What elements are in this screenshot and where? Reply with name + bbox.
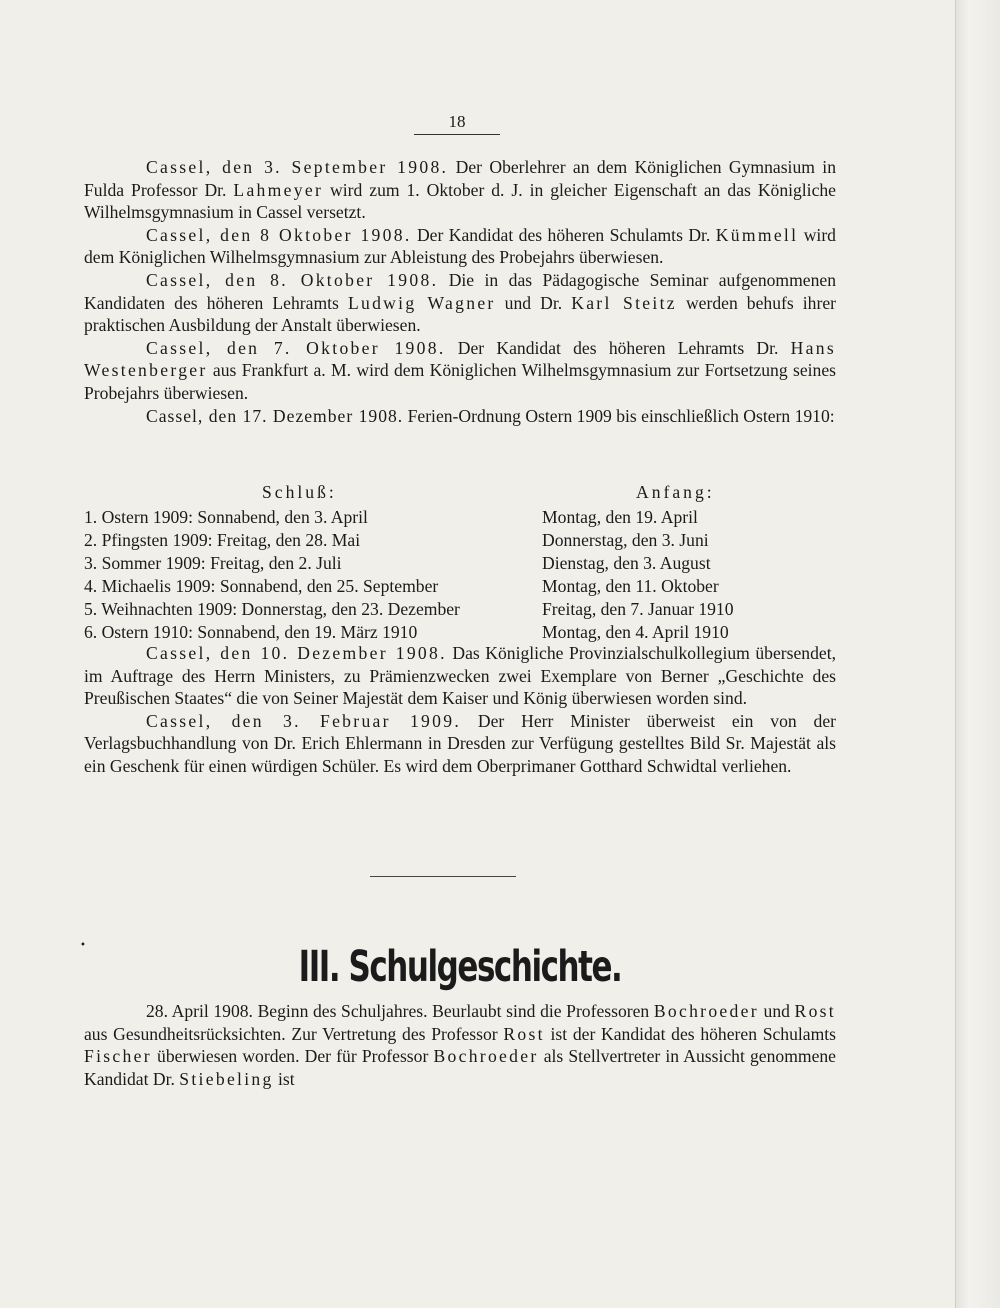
entry-date: Cassel, den 3. September 1908. xyxy=(146,157,449,177)
page-number: 18 xyxy=(414,112,500,135)
entry-paragraph: Cassel, den 7. Oktober 1908. Der Kandidat des höheren Lehramts Dr. Hans Westenberger aus Frankfurt a. M. wird dem Königlichen Wilhelmsgymnasium zur Fortsetzung seines Probejahrs überwiesen. xyxy=(84,337,837,403)
table-row: 5. Weihnachten 1909: Donnerstag, den 23. Dezember Freitag, den 7. Januar 1910 xyxy=(84,599,734,619)
entry-paragraph: Cassel, den 17. Dezember 1908. Ferien-Ordnung Ostern 1909 bis einschließlich Ostern 1910: xyxy=(146,405,835,426)
entries-block-2 xyxy=(84,642,836,778)
chapter-paragraph: 28. April 1908. Beginn des Schuljahres. Beurlaubt sind die Professoren Bochroeder und Rost aus Gesundheitsrücksichten. Zur Vertretung des Professor Rost ist der Kandidat des höheren Schulamts Fischer überwiesen worden. Der für Professor Bochroeder als Stellvertreter in Aussicht genommene Kandidat Dr. Stiebeling ist xyxy=(84,1001,836,1089)
person-name: Ludwig Wagner xyxy=(347,292,496,313)
person-name: Karl Steitz xyxy=(571,292,677,313)
entry-paragraph: Cassel, den 10. Dezember 1908. Das Königliche Provinzialschulkollegium übersendet, im Auftrage des Herrn Ministers, zu Prämienzwecken zwei Exemplare von Berner „Geschichte des Preußischen Staates“ die von Seiner Majestät dem Kaiser und König überwiesen worden sind. xyxy=(84,643,836,709)
holiday-table xyxy=(84,482,836,644)
entry-date: Cassel, den 10. Dezember 1908. xyxy=(146,643,447,663)
entry-date: Cassel, den 3. Februar 1909. xyxy=(146,710,462,731)
entry-paragraph: Cassel, den 8 Oktober 1908. Der Kandidat des höheren Schulamts Dr. Kümmell wird dem Königlichen Wilhelmsgymnasium zur Ableistung des Probejahrs überwiesen. xyxy=(84,224,836,268)
bullet-mark: • xyxy=(80,940,86,951)
person-name: Rost xyxy=(794,1001,836,1021)
entry-date: Cassel, den 8. Oktober 1908. xyxy=(146,269,439,290)
person-name: Rost xyxy=(503,1023,545,1044)
table-row: 1. Ostern 1909: Sonnabend, den 3. April Montag, den 19. April xyxy=(84,507,698,527)
header-anfang: Anfang: xyxy=(636,482,715,502)
person-name: Stiebeling xyxy=(179,1068,274,1089)
person-name: Hans Westenberger xyxy=(84,337,837,381)
person-name: Lahmeyer xyxy=(233,179,324,200)
table-header xyxy=(84,482,836,506)
person-name: Kümmell xyxy=(715,224,799,245)
page-edge xyxy=(955,0,1000,1308)
entry-date: Cassel, den 17. Dezember 1908. xyxy=(146,405,404,426)
entry-paragraph: Cassel, den 8. Oktober 1908. Die in das Pädagogische Seminar aufgenommenen Kandidaten des höheren Lehramts Ludwig Wagner und Dr. Karl Steitz werden behufs ihrer praktischen Ausbildung der Anstalt überwiesen. xyxy=(84,269,836,336)
person-name: Fischer xyxy=(84,1046,152,1067)
header-schluss: Schluß: xyxy=(262,482,337,502)
person-name: Bochroeder xyxy=(653,1001,759,1021)
person-name: Bochroeder xyxy=(433,1046,539,1067)
entry-paragraph: Cassel, den 3. September 1908. Der Oberlehrer an dem Königlichen Gymnasium in Fulda Professor Dr. Lahmeyer wird zum 1. Oktober d. J. in gleicher Eigenschaft an das Königliche Wilhelmsgymnasium in Cassel versetzt. xyxy=(84,157,836,223)
entry-date: Cassel, den 8 Oktober 1908. xyxy=(146,224,412,245)
chapter-title: III. Schulgeschichte. xyxy=(298,942,622,992)
table-row: 2. Pfingsten 1909: Freitag, den 28. Mai Donnerstag, den 3. Juni xyxy=(84,530,709,550)
chapter-text xyxy=(84,1000,836,1090)
table-row: 3. Sommer 1909: Freitag, den 2. Juli Dienstag, den 3. August xyxy=(84,553,711,573)
table-row: 4. Michaelis 1909: Sonnabend, den 25. September Montag, den 11. Oktober xyxy=(84,576,719,596)
entries-block-1 xyxy=(84,156,836,427)
table-row: 6. Ostern 1910: Sonnabend, den 19. März 1910 Montag, den 4. April 1910 xyxy=(84,622,729,642)
entry-date: Cassel, den 7. Oktober 1908. xyxy=(146,337,446,358)
entry-paragraph: Cassel, den 3. Februar 1909. Der Herr Minister überweist ein von der Verlagsbuchhandlung von Dr. Erich Ehlermann in Dresden zur Verfügung gestelltes Bild Sr. Majestät als ein Geschenk für einen würdigen Schüler. Es wird dem Oberprimaner Gotthard Schwidtal verliehen. xyxy=(84,710,836,776)
section-divider xyxy=(370,876,516,877)
